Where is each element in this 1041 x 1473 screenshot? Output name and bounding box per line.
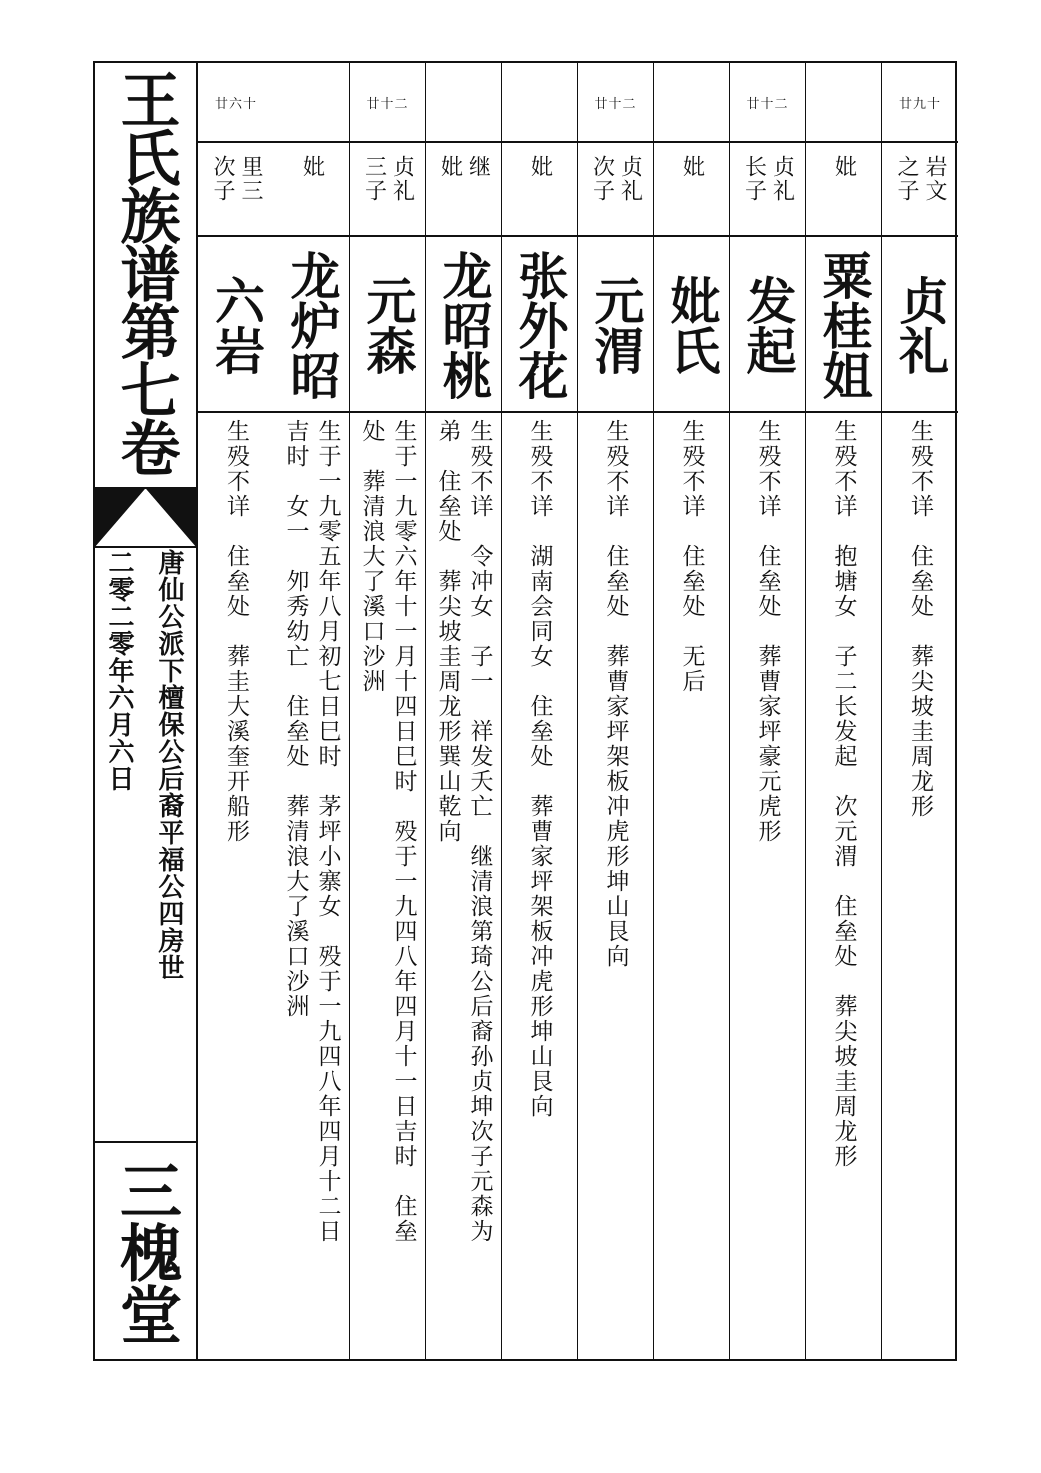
person-name-cell [502, 239, 577, 413]
hall-name-block [95, 1141, 196, 1361]
person-bio-cell [578, 413, 653, 1359]
person-name-cell [426, 239, 501, 413]
person-bio-cell [198, 413, 274, 1359]
person-column [730, 63, 806, 1359]
person-name-cell [654, 239, 729, 413]
person-bio-cell [654, 413, 729, 1359]
person-name: 妣氏 [662, 275, 722, 375]
person-bio: 生殁不详 住垒处 葬曹家坪架板冲虎形坤山艮向 [602, 419, 629, 969]
book-title-block [95, 63, 196, 485]
book-date: 二零二零年六月六日 [104, 549, 134, 792]
person-bio-cell [730, 413, 805, 1359]
relation-label: 妣 [679, 155, 705, 179]
book-subtitle-block [95, 549, 196, 1141]
spine-chevron-ornament [95, 487, 196, 549]
relation-label: 贞礼 长子 [741, 155, 795, 203]
person-column [350, 63, 426, 1359]
relation-label-cell [274, 143, 349, 237]
relation-label-cell [578, 143, 653, 237]
person-bio: 生殁不详 令冲女 子一 祥发夭亡 继清浪第琦公后裔孙贞坤次子元森为 弟 住垒处 葬尖坡圭周龙形巽山乾向 [434, 419, 493, 1244]
person-column [274, 63, 350, 1359]
person-name: 发起 [738, 275, 798, 375]
relation-label: 里三 次子 [210, 155, 263, 203]
person-name: 六岩 [207, 275, 266, 375]
person-name-cell [578, 239, 653, 413]
person-name: 元森 [358, 275, 418, 375]
person-column [578, 63, 654, 1359]
relation-label-cell [806, 143, 881, 237]
book-spine [95, 63, 198, 1359]
person-bio: 生殁不详 湖南会同女 住垒处 葬曹家坪架板冲虎形坤山艮向 [526, 419, 553, 1119]
person-column [198, 63, 274, 1359]
relation-label: 继 妣 [437, 155, 491, 179]
person-name-cell [806, 239, 881, 413]
person-name: 元渭 [586, 275, 646, 375]
relation-label: 岩文 之子 [894, 155, 947, 203]
person-bio: 生殁不详 住垒处 葬尖坡圭周龙形 [907, 419, 933, 819]
relation-label-cell [426, 143, 501, 237]
relation-label: 妣 [831, 155, 857, 179]
relation-label: 贞礼 次子 [589, 155, 643, 203]
relation-label-cell [502, 143, 577, 237]
generation-label [654, 63, 729, 143]
person-column [502, 63, 578, 1359]
generation-label [806, 63, 881, 143]
generation-label: 廿六十 [198, 63, 274, 143]
person-bio: 生殁不详 抱塘女 子二长发起 次元渭 住垒处 葬尖坡圭周龙形 [830, 419, 857, 1169]
relation-label: 妣 [299, 155, 325, 179]
person-name-cell [730, 239, 805, 413]
person-bio-cell [350, 413, 425, 1359]
person-bio: 生殁不详 住垒处 葬圭大溪奎开船形 [223, 419, 249, 844]
person-column [806, 63, 882, 1359]
person-bio: 生殁不详 住垒处 葬曹家坪豪元虎形 [754, 419, 781, 844]
generation-label [502, 63, 577, 143]
person-name: 龙炉昭 [282, 250, 342, 400]
hall-name: 三槐堂 [109, 1159, 183, 1345]
person-bio: 生于一九零六年十一月十四日巳时 殁于一九四八年四月十一日吉时 住垒 处 葬清浪大了溪口沙洲 [358, 419, 417, 1244]
person-name: 龙昭桃 [434, 250, 494, 400]
generation-label: 廿十二 [578, 63, 653, 143]
person-bio-cell [502, 413, 577, 1359]
person-name-cell [350, 239, 425, 413]
person-name-cell [274, 239, 349, 413]
generation-label [426, 63, 501, 143]
person-name: 贞礼 [891, 275, 950, 375]
person-bio: 生殁不详 住垒处 无后 [678, 419, 705, 694]
person-name-cell [198, 239, 274, 413]
person-bio-cell [274, 413, 349, 1359]
person-bio-cell [806, 413, 881, 1359]
person-name: 张外花 [510, 250, 570, 400]
person-column [654, 63, 730, 1359]
chevron-ornament-icon [95, 489, 196, 549]
relation-label-cell [730, 143, 805, 237]
person-bio: 生于一九零五年八月初七日巳时 茅坪小寨女 殁于一九四八年四月十二日 吉时 女一 夘秀幼亡 住垒处 葬清浪大了溪口沙洲 [282, 419, 341, 1244]
person-bio-cell [882, 413, 958, 1359]
relation-label: 贞礼 三子 [361, 155, 415, 203]
relation-label: 妣 [527, 155, 553, 179]
person-name: 粟桂姐 [814, 250, 874, 400]
person-bio-cell [426, 413, 501, 1359]
relation-label-cell [350, 143, 425, 237]
generation-label: 廿十二 [350, 63, 425, 143]
relation-label-cell [654, 143, 729, 237]
person-column [426, 63, 502, 1359]
person-column [882, 63, 958, 1359]
generation-label: 廿十二 [730, 63, 805, 143]
generation-label: 廿九十 [882, 63, 958, 143]
book-subtitle-line1: 唐仙公派下檀保公后裔平福公四房世 [154, 549, 184, 981]
genealogy-page [93, 61, 957, 1361]
relation-label-cell [198, 143, 274, 237]
book-title: 王氏族谱第七卷 [110, 69, 181, 475]
person-name-cell [882, 239, 958, 413]
relation-label-cell [882, 143, 958, 237]
generation-label [274, 63, 349, 143]
